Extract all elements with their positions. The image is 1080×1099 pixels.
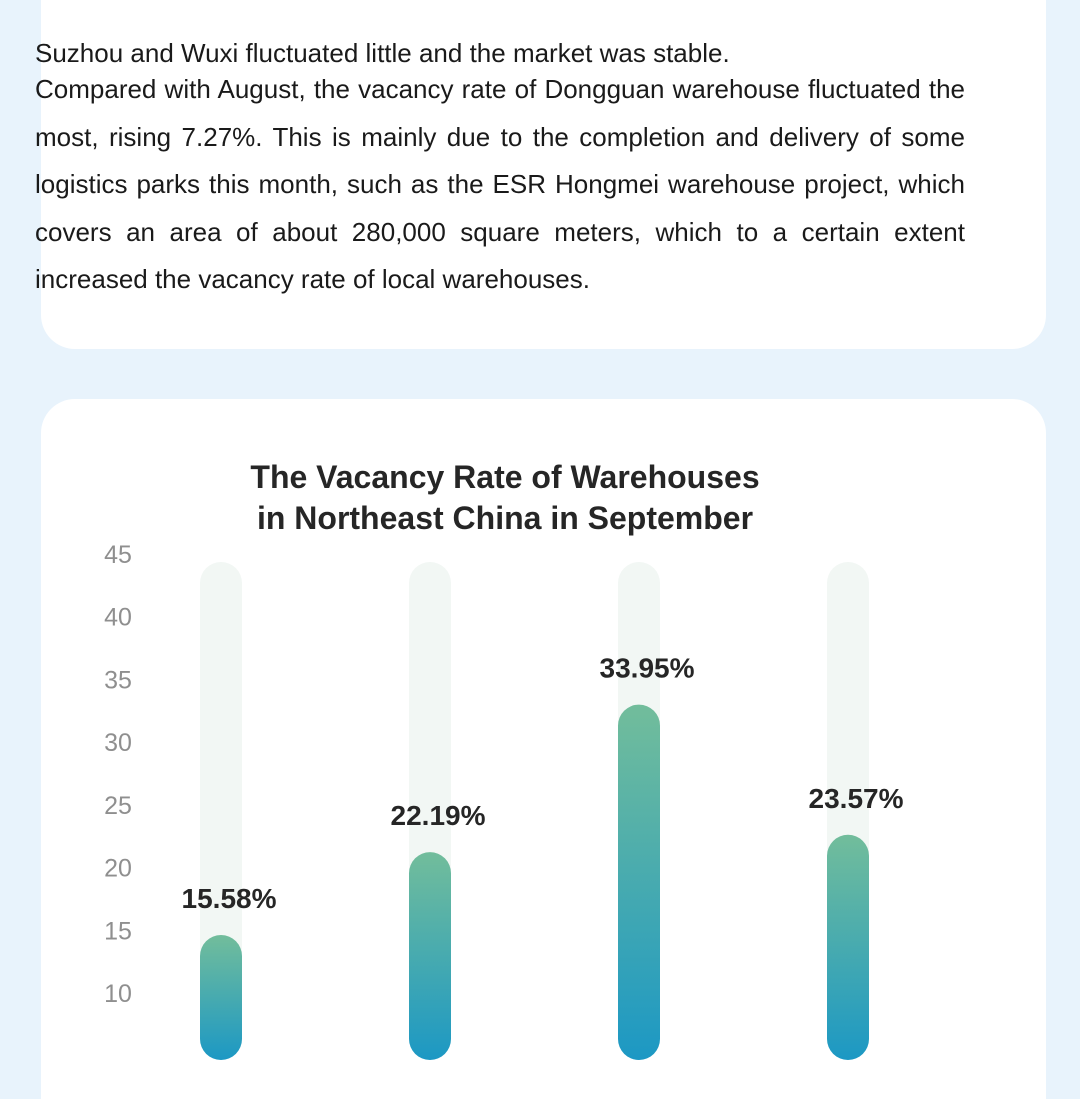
paragraph-2-text: Compared with August, the vacancy rate of Dongguan warehouse fluctuated the most, rising 7.27%. This is mainly due to the completion and delivery of some logistics parks this month, such as the ESR Hongmei warehouse project, which covers an area of about 280,000 square meters, which to a certain extent increased the vacancy rate of local warehouses.: [35, 74, 965, 294]
value-labels: [182, 653, 904, 914]
y-tick-label: 20: [104, 854, 132, 883]
y-axis-ticks: [104, 541, 132, 1008]
y-tick-label: 15: [104, 917, 132, 946]
paragraph-1: Suzhou and Wuxi fluctuated little and the market was stable.: [35, 38, 730, 68]
bar-value-label: 23.57%: [808, 782, 904, 814]
bar-value-label: 15.58%: [181, 883, 277, 915]
bar: [409, 852, 451, 1060]
bar-value-label: 22.19%: [390, 800, 486, 832]
y-tick-label: 25: [104, 791, 132, 820]
y-tick-label: 10: [104, 980, 132, 1008]
bars: [200, 705, 869, 1060]
bar-tracks: [200, 562, 869, 1060]
chart-title-line-1: The Vacancy Rate of Warehouses: [250, 459, 760, 495]
y-tick-label: 40: [104, 603, 132, 632]
y-tick-label: 45: [104, 541, 132, 569]
y-tick-label: 35: [104, 666, 132, 695]
bar-value-label: 33.95%: [599, 652, 695, 684]
bar: [200, 935, 242, 1060]
y-tick-label: 30: [104, 729, 132, 758]
chart-title-line-2: in Northeast China in September: [256, 500, 754, 536]
bar: [618, 705, 660, 1060]
bar: [827, 835, 869, 1060]
